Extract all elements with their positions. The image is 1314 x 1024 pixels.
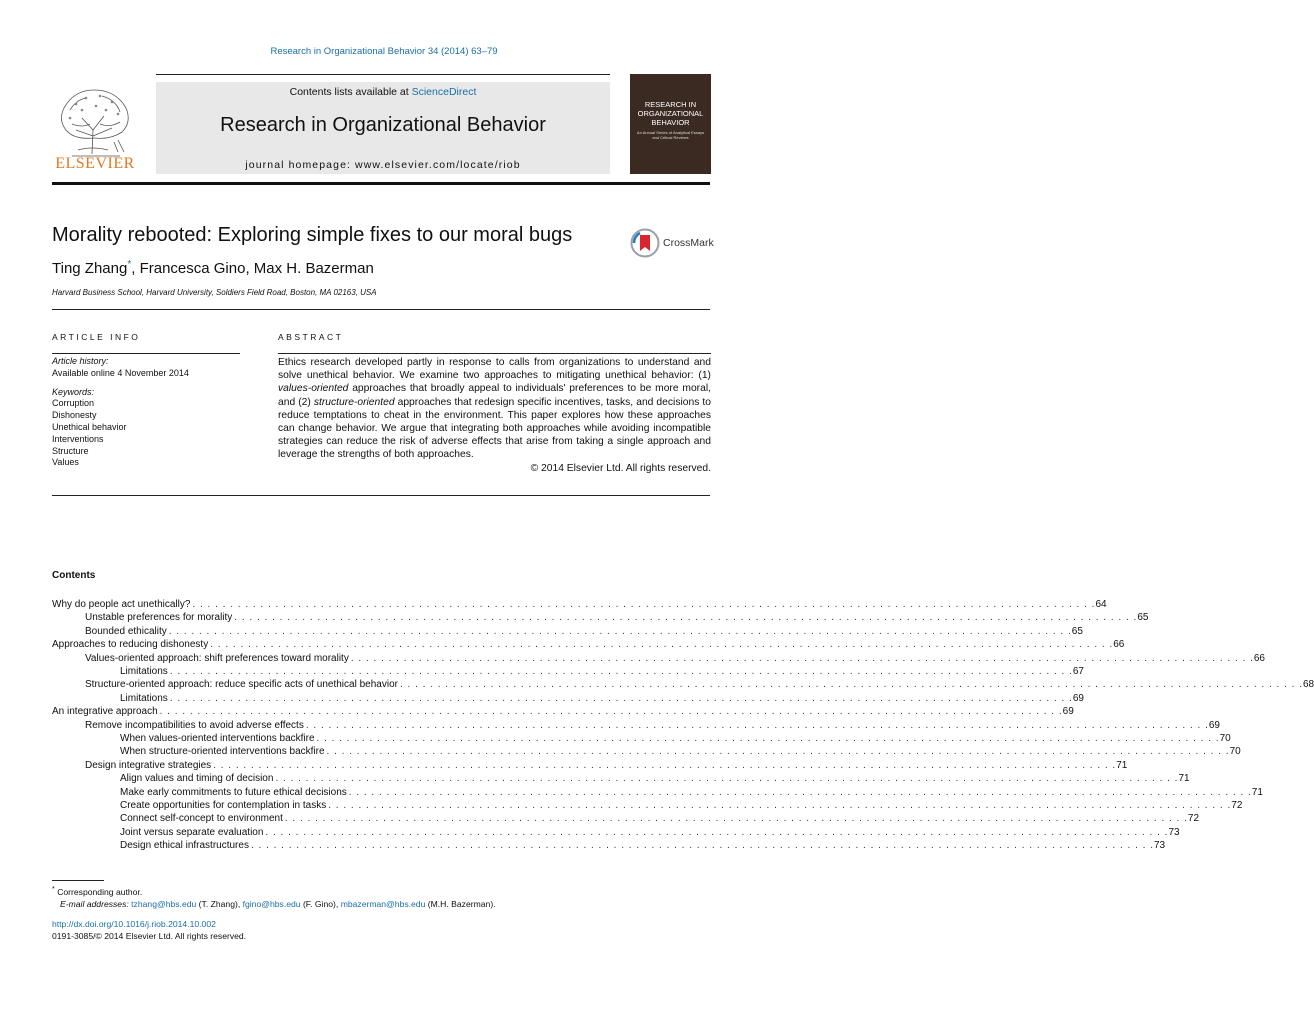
toc-entry-label: Remove incompatibilities to avoid adverse effects: [85, 719, 304, 731]
abstract-emphasis-values: values-oriented: [278, 383, 349, 395]
contents-heading: Contents: [52, 570, 96, 581]
keyword-item: Interventions: [52, 433, 104, 444]
toc-leader-dots: . . . . . . . . . . . . . . . . . . . . . . . . . . . . . . . . . . . . . . . . . . . . . . . . . . . . . . . . . . . . . . . . . . . . . . . . . . . . . . . . . . . . . . . . . . . . . . . . . . . . . . . . . . . . . . . . . . . . . . . .: [350, 652, 1254, 664]
abstract-copyright: © 2014 Elsevier Ltd. All rights reserved.: [530, 462, 711, 474]
toc-entry-page: 73: [1168, 826, 1180, 838]
title-separator-rule: [52, 309, 710, 310]
email-owner-zhang: (T. Zhang),: [196, 898, 243, 909]
toc-leader-dots: . . . . . . . . . . . . . . . . . . . . . . . . . . . . . . . . . . . . . . . . . . . . . . . . . . . . . . . . . . . . . . . . . . . . . . . . . . . . . . . . . . . . . . . . . . . . . . . . . . . . . . . . . . . . . . . . . . . . . . . .: [326, 746, 1230, 758]
toc-entry-label: When values-oriented interventions backfire: [120, 733, 315, 744]
toc-entry[interactable]: [52, 652, 1265, 665]
toc-entry-page: 66: [1113, 639, 1125, 651]
toc-leader-dots: . . . . . . . . . . . . . . . . . . . . . . . . . . . . . . . . . . . . . . . . . . . . . . . . . . . . . . . . . . . . . . . . . . . . . . . . . . . . . . . . . . . . . . . . . . . . . . . . . . . . . . . . . . . . . . . . . . . . . . . .: [399, 679, 1303, 691]
journal-homepage-line: [156, 159, 610, 171]
contents-available-line: [156, 86, 610, 98]
toc-entry-label: Unstable preferences for morality: [85, 612, 233, 624]
toc-entry-label: Approaches to reducing dishonesty: [52, 639, 209, 651]
history-label: Article history:: [52, 356, 109, 366]
toc-entry-label: Make early commitments to future ethical decisions: [120, 786, 347, 798]
abstract-emphasis-structure: structure-oriented: [313, 396, 395, 408]
toc-leader-dots: . . . . . . . . . . . . . . . . . . . . . . . . . . . . . . . . . . . . . . . . . . . . . . . . . . . . . . . . . . . . . . . . . . . . . . . . . . . . . . . . . . . . . . . . . . . . . . . . . . . . . . . . . . . . . . . . . . . . . . . .: [192, 599, 1096, 610]
keyword-item: Corruption: [52, 398, 95, 409]
abstract-rule: [278, 353, 711, 354]
toc-entry-label: Design ethical infrastructures: [120, 840, 249, 852]
toc-entry-page: 69: [1062, 706, 1074, 718]
toc-entry-label: Create opportunities for contemplation in tasks: [120, 800, 327, 811]
toc-entry-page: 73: [1153, 840, 1166, 852]
toc-entry[interactable]: [52, 719, 1220, 732]
toc-entry[interactable]: [52, 759, 1128, 772]
contents-prefix: Contents lists available at: [289, 86, 412, 98]
elsevier-wordmark: ELSEVIER: [55, 155, 135, 172]
toc-leader-dots: . . . . . . . . . . . . . . . . . . . . . . . . . . . . . . . . . . . . . . . . . . . . . . . . . . . . . . . . . . . . . . . . . . . . . . . . . . . . . . . . . . . . . . . . . . . . . . . . . . . . . . . . . . . . . . . . . . . . . . . .: [169, 692, 1073, 704]
article-info-heading: ARTICLE INFO: [52, 332, 141, 342]
toc-entry[interactable]: [52, 705, 1074, 718]
toc-entry-page: 70: [1229, 746, 1241, 758]
toc-entry[interactable]: [52, 772, 1190, 785]
toc-leader-dots: . . . . . . . . . . . . . . . . . . . . . . . . . . . . . . . . . . . . . . . . . . . . . . . . . . . . . . . . . . . . . . . . . . . . . . . . . . . . . . . . . . . . . . . . . . . . . . . . . . . . . . . . . . . . . . . . . . . . . . . .: [169, 666, 1073, 677]
footnote-mark: *: [52, 885, 55, 893]
toc-entry[interactable]: [52, 678, 1314, 691]
toc-leader-dots: . . . . . . . . . . . . . . . . . . . . . . . . . . . . . . . . . . . . . . . . . . . . . . . . . . . . . . . . . . . . . . . . . . . . . . . . . . . . . . . . . . . . . . . . . . . . . . . . . . . . . . . . . . . . . . . . . . . . . . . .: [305, 719, 1209, 731]
keyword-item: Unethical behavior: [52, 421, 127, 432]
crossmark-label: CrossMark: [663, 237, 714, 249]
toc-leader-dots: . . . . . . . . . . . . . . . . . . . . . . . . . . . . . . . . . . . . . . . . . . . . . . . . . . . . . . . . . . . . . . . . . . . . . . . . . . . . . . . . . . . . . . . . . . . . . . . . . . . . . . . . . . . . . . . . . . . . . . . .: [316, 733, 1220, 744]
running-head[interactable]: Research in Organizational Behavior 34 (2014) 63–79: [270, 46, 498, 57]
toc-entry-page: 72: [1231, 800, 1243, 811]
journal-cover-thumbnail[interactable]: [630, 74, 711, 174]
header-bottom-rule: [52, 182, 710, 185]
history-value: Available online 4 November 2014: [52, 367, 189, 378]
affiliation: Harvard Business School, Harvard University, Soldiers Field Road, Boston, MA 02163, USA: [52, 288, 377, 297]
co-authors: , Francesca Gino, Max H. Bazerman: [131, 260, 374, 277]
homepage-link[interactable]: www.elsevier.com/locate/riob: [355, 159, 521, 171]
toc-entry-label: Values-oriented approach: shift preferences toward morality: [85, 652, 349, 664]
toc-entry-page: 72: [1187, 813, 1200, 825]
toc-leader-dots: . . . . . . . . . . . . . . . . . . . . . . . . . . . . . . . . . . . . . . . . . . . . . . . . . . . . . . . . . . . . . . . . . . . . . . . . . . . . . . . . . . . . . . . . . . . . . . . . . . . . . . . . . . . . . . . . . . . . . . . .: [250, 840, 1154, 852]
author-list: [52, 259, 374, 277]
corresponding-author-text: Corresponding author.: [57, 886, 143, 897]
keyword-item: Values: [52, 457, 79, 468]
footnotes: [52, 883, 710, 942]
toc-leader-dots: . . . . . . . . . . . . . . . . . . . . . . . . . . . . . . . . . . . . . . . . . . . . . . . . . . . . . . . . . . . . . . . . . . . . . . . . . . . . . . . . . . . . . . . . . . . . . . . . . . . . . . . . . . . . . . . . . . . . . . . .: [159, 706, 1063, 718]
toc-entry-page: 70: [1219, 733, 1231, 744]
toc-entry-label: Structure-oriented approach: reduce specific acts of unethical behavior: [85, 679, 398, 691]
abstract-text: [278, 356, 711, 475]
toc-entry-label: Connect self-concept to environment: [120, 813, 283, 825]
toc-entry-label: Bounded ethicality: [85, 625, 167, 637]
toc-entry[interactable]: [52, 665, 1084, 678]
toc-leader-dots: . . . . . . . . . . . . . . . . . . . . . . . . . . . . . . . . . . . . . . . . . . . . . . . . . . . . . . . . . . . . . . . . . . . . . . . . . . . . . . . . . . . . . . . . . . . . . . . . . . . . . . . . . . . . . . . . . . . . . . . .: [348, 786, 1252, 798]
toc-entry[interactable]: [52, 692, 1084, 705]
toc-entry-label: Limitations: [120, 666, 168, 677]
toc-entry[interactable]: [52, 799, 1243, 812]
abstract-part-2: approaches that broadly appeal to individuals' preferences to be more moral, and (2): [278, 383, 711, 408]
issn-copyright: 0191-3085/© 2014 Elsevier Ltd. All rights reserved.: [52, 930, 247, 941]
abstract-heading: ABSTRACT: [278, 332, 344, 342]
toc-entry[interactable]: [52, 732, 1231, 745]
footnote-rule: [52, 880, 104, 881]
toc-entry-label: Design integrative strategies: [85, 759, 212, 771]
author-ting-zhang: Ting Zhang: [52, 260, 128, 277]
toc-entry[interactable]: [52, 786, 1263, 799]
toc-leader-dots: . . . . . . . . . . . . . . . . . . . . . . . . . . . . . . . . . . . . . . . . . . . . . . . . . . . . . . . . . . . . . . . . . . . . . . . . . . . . . . . . . . . . . . . . . . . . . . . . . . . . . . . . . . . . . . . . . . . . . . . .: [210, 639, 1114, 651]
cover-subtitle: An Annual Series of Analytical Essays and Critical Reviews: [636, 130, 705, 140]
toc-leader-dots: . . . . . . . . . . . . . . . . . . . . . . . . . . . . . . . . . . . . . . . . . . . . . . . . . . . . . . . . . . . . . . . . . . . . . . . . . . . . . . . . . . . . . . . . . . . . . . . . . . . . . . . . . . . . . . . . . . . . . . . .: [168, 625, 1072, 637]
abstract-part-3: approaches that redesign specific incentives, tasks, and decisions to reduce temptations to cheat in the environment. This paper explores how these approaches can change behavior. We argue that integrating both approaches while avoiding incompatible strategies can reduce the risk of adverse effects that arise from taking a single approach and leverage the strengths of both approaches.: [278, 396, 711, 461]
journal-title: Research in Organizational Behavior: [220, 114, 546, 136]
toc-entry[interactable]: [52, 812, 1200, 825]
toc-entry-page: 64: [1095, 599, 1107, 610]
toc-entry-label: Joint versus separate evaluation: [120, 826, 264, 838]
article-title: Morality rebooted: Exploring simple fixes to our moral bugs: [52, 224, 573, 246]
toc-entry[interactable]: [52, 638, 1125, 651]
toc-entry-page: 65: [1071, 625, 1083, 637]
toc-entry-page: 71: [1251, 786, 1263, 798]
toc-entry-page: 68: [1303, 679, 1314, 691]
toc-leader-dots: . . . . . . . . . . . . . . . . . . . . . . . . . . . . . . . . . . . . . . . . . . . . . . . . . . . . . . . . . . . . . . . . . . . . . . . . . . . . . . . . . . . . . . . . . . . . . . . . . . . . . . . . . . . . . . . . . . . . . . . .: [328, 800, 1232, 811]
crossmark-badge[interactable]: [630, 228, 712, 258]
toc-entry[interactable]: [52, 598, 1107, 611]
email-link-zhang[interactable]: tzhang@hbs.edu: [131, 898, 197, 909]
crossmark-icon: [630, 228, 660, 258]
abstract-bottom-rule: [52, 495, 710, 496]
toc-entry-page: 69: [1072, 692, 1084, 704]
toc-entry[interactable]: [52, 611, 1149, 624]
keyword-item: Structure: [52, 445, 89, 456]
corresponding-author-note: [52, 883, 710, 898]
toc-entry-label: Align values and timing of decision: [120, 773, 274, 785]
homepage-prefix: journal homepage:: [245, 159, 356, 171]
header-top-rule: [156, 74, 610, 75]
email-link-gino[interactable]: fgino@hbs.edu: [242, 898, 301, 909]
toc-leader-dots: . . . . . . . . . . . . . . . . . . . . . . . . . . . . . . . . . . . . . . . . . . . . . . . . . . . . . . . . . . . . . . . . . . . . . . . . . . . . . . . . . . . . . . . . . . . . . . . . . . . . . . . . . . . . . . . . . . . . . . . .: [284, 813, 1188, 825]
toc-entry-label: Limitations: [120, 692, 168, 704]
toc-entry-page: 71: [1116, 759, 1128, 771]
toc-leader-dots: . . . . . . . . . . . . . . . . . . . . . . . . . . . . . . . . . . . . . . . . . . . . . . . . . . . . . . . . . . . . . . . . . . . . . . . . . . . . . . . . . . . . . . . . . . . . . . . . . . . . . . . . . . . . . . . . . . . . . . . .: [265, 826, 1169, 838]
email-owner-gino: (F. Gino),: [300, 898, 341, 909]
toc-entry-label: Why do people act unethically?: [52, 599, 191, 610]
keywords-list: [52, 398, 252, 469]
toc-entry-page: 66: [1253, 652, 1265, 664]
toc-leader-dots: . . . . . . . . . . . . . . . . . . . . . . . . . . . . . . . . . . . . . . . . . . . . . . . . . . . . . . . . . . . . . . . . . . . . . . . . . . . . . . . . . . . . . . . . . . . . . . . . . . . . . . . . . . . . . . . . . . . . . . . .: [275, 773, 1179, 785]
keywords-label: Keywords:: [52, 386, 95, 397]
article-info-body: [52, 356, 252, 469]
keyword-item: Dishonesty: [52, 410, 97, 421]
corresponding-author-mark[interactable]: *: [127, 259, 132, 270]
toc-entry-page: 71: [1178, 773, 1190, 785]
toc-entry-page: 67: [1072, 666, 1084, 677]
toc-entry[interactable]: [52, 839, 1166, 852]
cover-title: RESEARCH IN ORGANIZATIONAL BEHAVIOR: [637, 100, 704, 127]
toc-entry-label: An integrative approach: [52, 706, 158, 718]
email-label: E-mail addresses:: [60, 898, 129, 909]
abstract-part-1: Ethics research developed partly in response to calls from organizations to understand and solve unethical behavior. We examine two approaches to mitigating unethical behavior: (1): [278, 357, 711, 382]
toc-entry[interactable]: [52, 826, 1180, 839]
email-owner-bazerman: (M.H. Bazerman).: [425, 898, 496, 909]
toc-entry[interactable]: [52, 625, 1083, 638]
toc-entry-page: 69: [1208, 719, 1220, 731]
toc-leader-dots: . . . . . . . . . . . . . . . . . . . . . . . . . . . . . . . . . . . . . . . . . . . . . . . . . . . . . . . . . . . . . . . . . . . . . . . . . . . . . . . . . . . . . . . . . . . . . . . . . . . . . . . . . . . . . . . . . . . . . . . .: [234, 612, 1138, 624]
doi-link[interactable]: http://dx.doi.org/10.1016/j.riob.2014.10.002: [52, 918, 216, 929]
toc-entry-label: When structure-oriented interventions backfire: [120, 746, 325, 758]
article-info-rule: [52, 353, 240, 354]
toc-leader-dots: . . . . . . . . . . . . . . . . . . . . . . . . . . . . . . . . . . . . . . . . . . . . . . . . . . . . . . . . . . . . . . . . . . . . . . . . . . . . . . . . . . . . . . . . . . . . . . . . . . . . . . . . . . . . . . . . . . . . . . . .: [213, 759, 1117, 771]
elsevier-logo[interactable]: [52, 80, 138, 174]
email-link-bazerman[interactable]: mbazerman@hbs.edu: [340, 898, 426, 909]
toc-entry-page: 65: [1137, 612, 1149, 624]
toc-entry[interactable]: [52, 745, 1241, 758]
sciencedirect-link[interactable]: ScienceDirect: [411, 86, 477, 98]
email-addresses: [52, 898, 710, 910]
